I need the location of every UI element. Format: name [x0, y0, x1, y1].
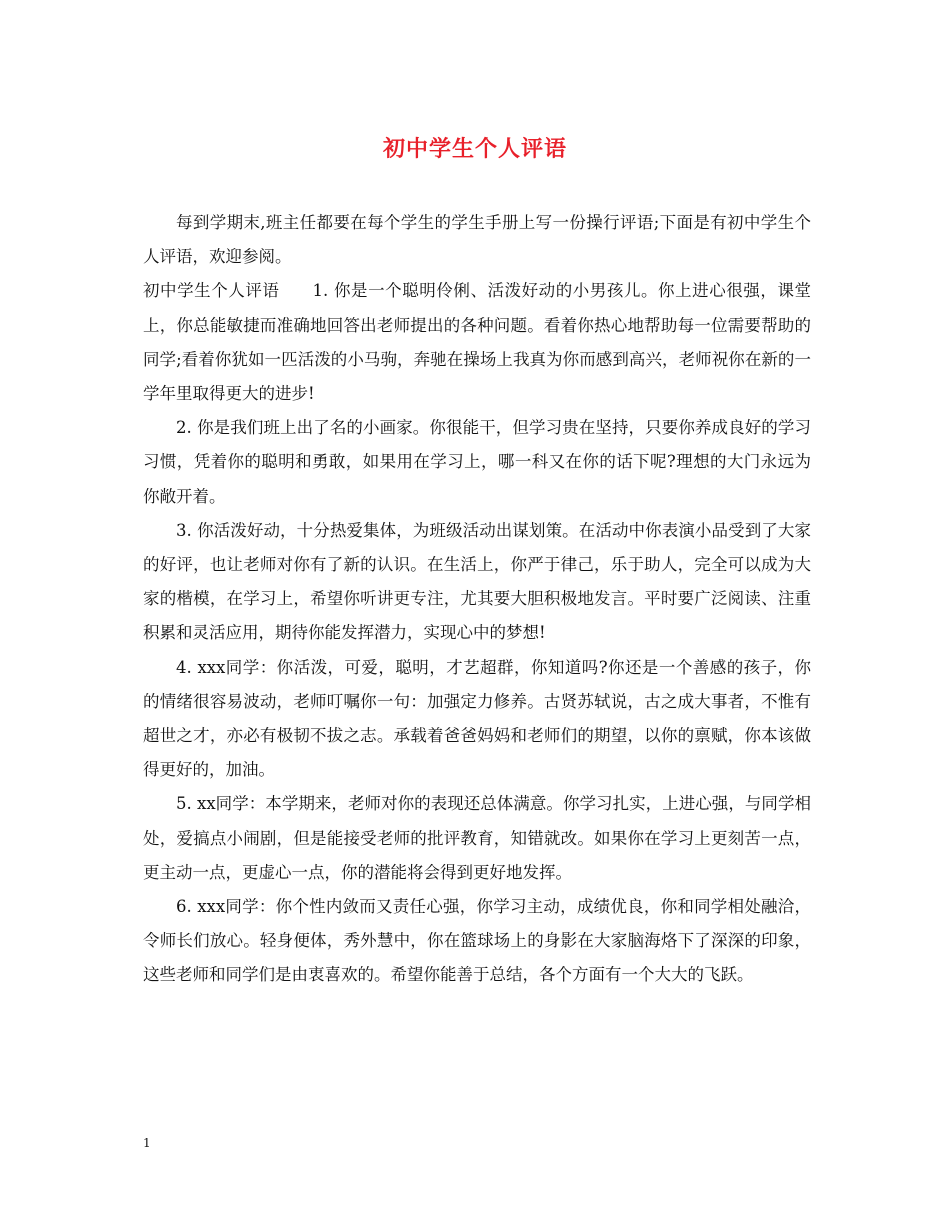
comment-5-paragraph: 5. xx同学：本学期来，老师对你的表现还总体满意。你学习扎实，上进心强，与同学相处，爱搞点小闹剧，但是能接受老师的批评教育，知错就改。如果你在学习上更刻苦一点，更主动一点，更虚心一点，你的潜能将会得到更好地发挥。 [143, 794, 811, 882]
comment-1-paragraph [143, 274, 811, 411]
comment-4-paragraph: 4. xxx同学：你活泼，可爱，聪明，才艺超群，你知道吗?你还是一个善感的孩子，你的情绪很容易波动，老师叮嘱你一句：加强定力修养。古贤苏轼说，古之成大事者，不惟有超世之才，亦必有极韧不拔之志。承载着爸爸妈妈和老师们的期望，以你的禀赋，你本该做得更好的，加油。 [143, 657, 811, 780]
comment-3-paragraph: 3. 你活泼好动，十分热爱集体，为班级活动出谋划策。在活动中你表演小品受到了大家的好评，也让老师对你有了新的认识。在生活上，你严于律己，乐于助人，完全可以成为大家的楷模，在学习上，希望你听讲更专注，尤其要大胆积极地发言。平时要广泛阅读、注重积累和灵活应用，期待你能发挥潜力，实现心中的梦想! [143, 520, 811, 643]
document-title: 初中学生个人评语 [382, 136, 567, 162]
section-label: 初中学生个人评语 [143, 281, 280, 301]
intro-paragraph: 每到学期末,班主任都要在每个学生的学生手册上写一份操行评语;下面是有初中学生个人评语，欢迎参阅。 [143, 213, 811, 267]
comment-6-paragraph: 6. xxx同学：你个性内敛而又责任心强，你学习主动，成绩优良，你和同学相处融洽，令师长们放心。轻身便体，秀外慧中，你在篮球场上的身影在大家脑海烙下了深深的印象，这些老师和同学们是由衷喜欢的。希望你能善于总结，各个方面有一个大大的飞跃。 [143, 897, 811, 985]
comment-1-text: 1. 你是一个聪明伶俐、活泼好动的小男孩儿。你上进心很强，课堂上，你总能敏捷而准确地回答出老师提出的各种问题。看着你热心地帮助每一位需要帮助的同学;看着你犹如一匹活泼的小马驹，奔驰在操场上我真为你而感到高兴，老师祝你在新的一学年里取得更大的进步! [143, 281, 811, 404]
page-number: 1 [143, 1136, 151, 1150]
comment-2-paragraph: 2. 你是我们班上出了名的小画家。你很能干，但学习贵在坚持，只要你养成良好的学习习惯，凭着你的聪明和勇敢，如果用在学习上，哪一科又在你的话下呢?理想的大门永远为你敞开着。 [143, 418, 811, 506]
document-body [143, 206, 811, 993]
